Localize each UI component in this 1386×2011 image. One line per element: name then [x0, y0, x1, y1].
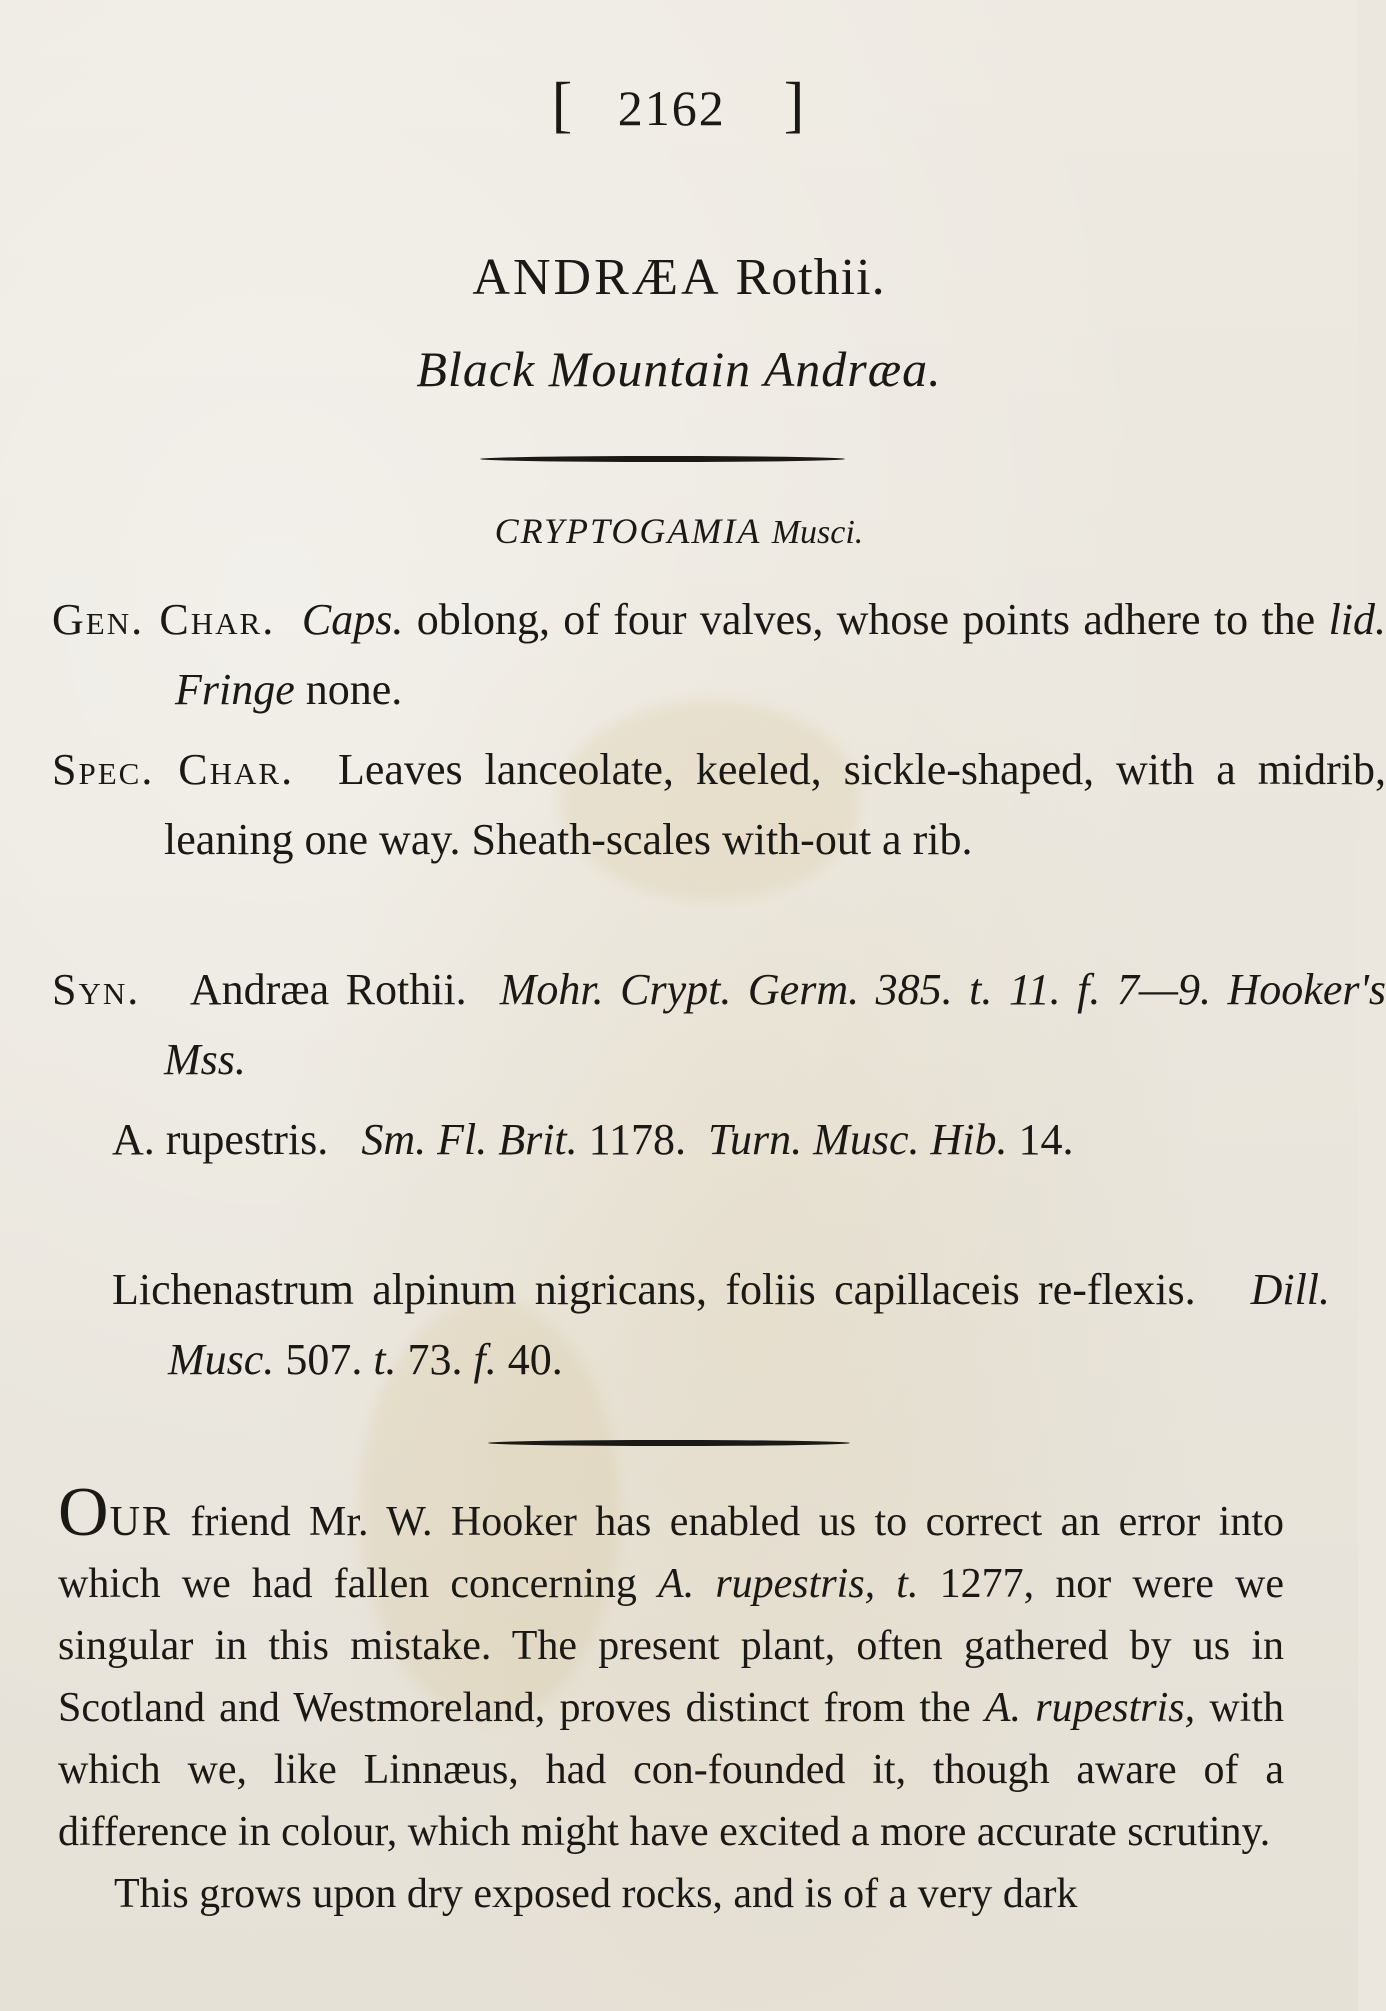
common-name: Black Mountain Andræa.	[416, 341, 942, 397]
paragraph: This grows upon dry exposed rocks, and is of a very dark	[114, 1871, 1078, 1917]
body-text	[58, 1474, 1285, 1925]
spec-char-label: Spec. Char.	[52, 745, 295, 794]
synonym-entry: A. rupestris. Sm. Fl. Brit. 1178. Turn. Musc. Hib. 14.	[112, 1115, 1074, 1164]
page-number-value: 2162	[617, 80, 726, 136]
paragraph: OUR friend Mr. W. Hooker has enabled us to correct an error into which we had fallen concerning A. rupestris, t. 1277, nor were we singular in this mistake. The present plant, often gathered by us in Scotland and Westmoreland, proves distinct from the A. rupestris, with which we, like Linnæus, had con-founded it, though aware of a difference in colour, which might have excited a more accurate scrutiny.	[58, 1474, 1285, 1855]
species-title	[0, 248, 1358, 307]
ornamental-rule	[480, 456, 845, 462]
specific-character: Spec. Char. Leaves lanceolate, keeled, sickle-shaped, with a midrib, leaning one way. Sheath-scales with-out a rib.	[52, 745, 1386, 864]
ornamental-rule	[488, 1440, 850, 1446]
species-name: Rothii.	[735, 249, 886, 306]
drop-cap: O	[58, 1474, 110, 1551]
order-name: Musci.	[771, 514, 864, 551]
class-name: CRYPTOGAMIA	[494, 511, 761, 551]
generic-character: Gen. Char. Caps. oblong, of four valves, whose points adhere to the lid. Fringe none.	[52, 595, 1386, 714]
gen-char-label: Gen. Char.	[52, 595, 276, 644]
genus-name: ANDRÆA	[472, 249, 722, 306]
synonym-entry: Syn. Andræa Rothii. Mohr. Crypt. Germ. 385. t. 11. f. 7—9. Hooker's Mss.	[52, 965, 1386, 1084]
synonym-entry: Lichenastrum alpinum nigricans, foliis capillaceis re-flexis. Dill. Musc. 507. t. 73. f. 40.	[112, 1265, 1331, 1384]
classification	[0, 510, 1358, 552]
page-number: [ 2162 ]	[551, 71, 807, 139]
syn-label: Syn.	[52, 965, 141, 1014]
